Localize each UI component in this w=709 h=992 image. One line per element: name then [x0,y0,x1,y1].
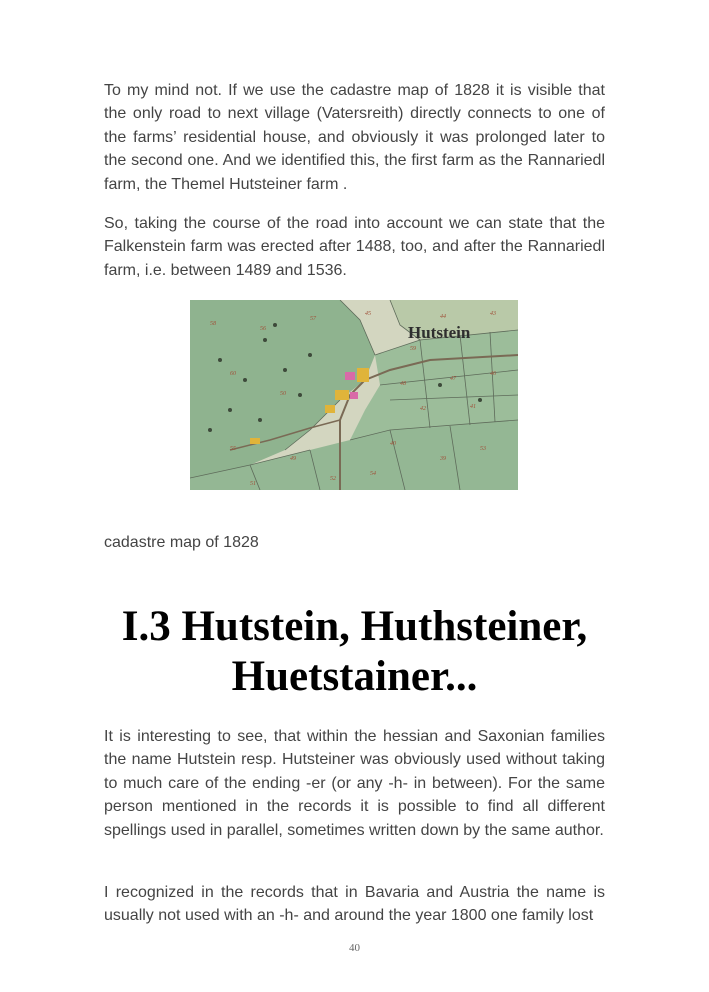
page-number: 40 [349,942,360,954]
svg-text:54: 54 [370,471,376,477]
svg-text:40: 40 [390,441,396,447]
svg-text:49: 49 [290,456,296,462]
cadastre-map-image [190,300,518,490]
map-caption: cadastre map of 1828 [104,534,259,551]
svg-text:58: 58 [210,321,216,327]
section-heading-line-1: I.3 Hutstein, Huthsteiner, [121,603,588,650]
paragraph-road-cadastre: To my mind not. If we use the cadastre map of 1828 it is visible that the only road to next village (Vatersreith) directly connects to one of the farms’ residential house, and obviously it was prolonged later to the second one. And we identified this, the first farm as the Rannariedl farm, the Themel Hutsteiner farm . [104,82,605,193]
map-label: Hutstein [408,323,471,342]
svg-text:55: 55 [230,446,236,452]
svg-text:50: 50 [280,391,286,397]
svg-text:60: 60 [230,371,236,377]
svg-text:52: 52 [330,476,336,482]
paragraph-spellings: It is interesting to see, that within the hessian and Saxonian families the name Hutstein resp. Hutsteiner was obviously used without taking to much care of the ending -er (or any -h- in between). For the same person mentioned in the records it is possible to find all different spellings used in parallel, sometimes written down by the same author. [104,728,605,839]
section-heading [60,602,649,702]
svg-text:59: 59 [410,346,416,352]
svg-text:43: 43 [490,311,496,317]
svg-text:56: 56 [260,326,266,332]
paragraph-falkenstein-farm: So, taking the course of the road into account we can state that the Falkenstein farm was erected after 1488, too, and after the Rannariedl farm, i.e. between 1489 and 1536. [104,215,605,279]
svg-text:48: 48 [400,381,406,387]
svg-text:46: 46 [490,371,496,377]
svg-text:51: 51 [250,481,256,487]
section-heading-line-2: Huetstainer... [231,653,478,700]
svg-text:45: 45 [365,311,371,317]
svg-text:53: 53 [480,446,486,452]
svg-text:41: 41 [470,404,476,410]
svg-text:39: 39 [440,456,446,462]
svg-text:44: 44 [440,314,446,320]
svg-text:57: 57 [310,316,316,322]
paragraph-bavaria-austria: I recognized in the records that in Bavaria and Austria the name is usually not used with an -h- and around the year 1800 one family lost [104,884,605,925]
svg-text:47: 47 [450,376,456,382]
svg-text:42: 42 [420,406,426,412]
